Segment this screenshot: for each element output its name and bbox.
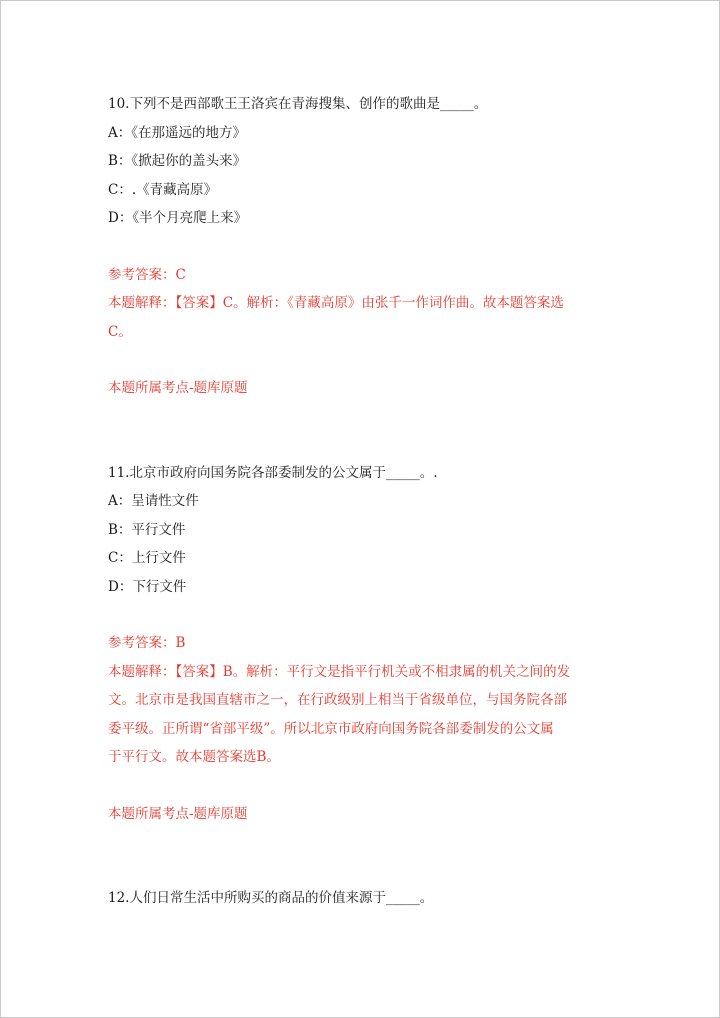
explanation-line: C。: [108, 323, 132, 340]
option-a: A：《在那遥远的地方》: [108, 124, 246, 141]
explanation-line: 委平级。正所谓“省部平级”。所以北京市政府向国务院各部委制发的公文属: [108, 720, 554, 737]
question-12: [108, 884, 618, 913]
question-stem: 10.下列不是西部歌王王洛宾在青海搜集、创作的歌曲是_____。: [108, 96, 488, 112]
answer: 参考答案：C: [108, 266, 186, 283]
option-b: B：平行文件: [108, 521, 186, 538]
explanation-line: 于平行文。故本题答案选B。: [108, 749, 280, 765]
explanation-line: 本题解释：【答案】B。解析：平行文是指平行机关或不相隶属的机关之间的发: [108, 663, 571, 680]
answer: 参考答案：B: [108, 635, 186, 651]
source-tag: 本题所属考点-题库原题: [108, 380, 248, 396]
question-10: [108, 90, 618, 403]
option-c: C：上行文件: [108, 550, 186, 566]
explanation-line: 本题解释：【答案】C。解析：《青藏高原》由张千一作词作曲。故本题答案选: [108, 295, 564, 311]
option-b: B：《掀起你的盖头来》: [108, 153, 247, 169]
document-content: [108, 90, 618, 913]
option-c: C：.《青藏高原》: [108, 181, 218, 198]
explanation-line: 文。北京市是我国直辖市之一，在行政级别上相当于省级单位，与国务院各部: [108, 692, 567, 708]
option-a: A：呈请性文件: [108, 493, 199, 509]
source-tag: 本题所属考点-题库原题: [108, 805, 248, 822]
question-11: [108, 459, 618, 829]
question-stem: 11.北京市政府向国务院各部委制发的公文属于_____。.: [108, 464, 438, 481]
option-d: D：下行文件: [108, 578, 187, 595]
question-stem: 12.人们日常生活中所购买的商品的价值来源于_____。: [108, 890, 434, 906]
option-d: D：《半个月亮爬上来》: [108, 210, 248, 226]
